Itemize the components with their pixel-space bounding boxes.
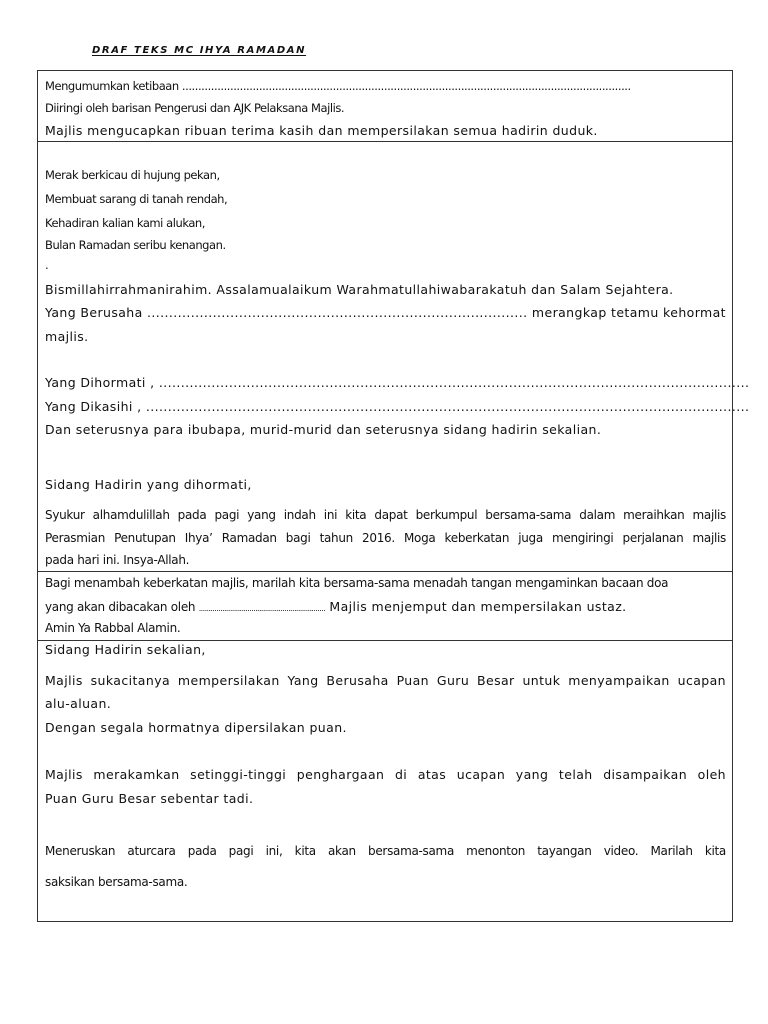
seterusnya-line: Dan seterusnya para ibubapa, murid-murid dan seterusnya sidang hadirin sekalian. bbox=[45, 422, 602, 437]
video-line-2: saksikan bersama-sama. bbox=[45, 875, 188, 889]
escort-line: Diiringi oleh barisan Pengerusi dan AJK Pelaksana Majlis. bbox=[45, 101, 345, 115]
announce-arrival-line: Mengumumkan ketibaan ............................................................................................................................................ bbox=[45, 79, 631, 93]
section-opening bbox=[37, 141, 750, 571]
amin-line: Amin Ya Rabbal Alamin. bbox=[45, 621, 181, 635]
syukur-line-3: pada hari ini. Insya-Allah. bbox=[45, 553, 190, 567]
video-line-1: Meneruskan aturcara pada pagi ini, kita akan bersama-sama menonton tayangan video. Marilah kita bbox=[45, 844, 726, 858]
doa-line-2-start: yang akan dibacakan oleh bbox=[45, 600, 199, 614]
pantun-line-3: Kehadiran kalian kami alukan, bbox=[45, 216, 205, 230]
jemput-line-1: Majlis sukacitanya mempersilakan Yang Berusaha Puan Guru Besar untuk menyampaikan ucapan bbox=[45, 673, 726, 688]
doa-line-1: Bagi menambah keberkatan majlis, marilah kita bersama-sama menadah tangan mengaminkan bacaan doa bbox=[45, 576, 669, 590]
dikasihi-line: Yang Dikasihi , .......................................................................................................................................... bbox=[45, 399, 750, 414]
pantun-line-4: Bulan Ramadan seribu kenangan. bbox=[45, 238, 226, 252]
section-doa bbox=[37, 571, 733, 641]
syukur-line-2: Perasmian Penutupan Ihya’ Ramadan bagi tahun 2016. Moga keberkatan juga mengiringi perjalanan majlis bbox=[45, 531, 726, 545]
sidang-sekalian-heading: Sidang Hadirin sekalian, bbox=[45, 642, 206, 657]
salam-line: Bismillahirrahmanirahim. Assalamualaikum Warahmatullahiwabarakatuh dan Salam Sejahtera. bbox=[45, 282, 674, 297]
hormat-line: Dengan segala hormatnya dipersilakan puan. bbox=[45, 720, 347, 735]
jemput-line-2: alu-aluan. bbox=[45, 696, 112, 711]
stray-dot: . bbox=[45, 258, 49, 272]
pantun-line-1: Merak berkicau di hujung pekan, bbox=[45, 168, 220, 182]
syukur-line-1: Syukur alhamdulillah pada pagi yang indah ini kita dapat berkumpul bersama-sama dalam meraihkan majlis bbox=[45, 508, 726, 522]
berusaha-line-1: Yang Berusaha ....................................................................................... merangkap tetamu kehormat bbox=[45, 305, 726, 320]
section-announcement bbox=[37, 70, 733, 142]
berusaha-line-2: majlis. bbox=[45, 329, 89, 344]
rakam-line-2: Puan Guru Besar sebentar tadi. bbox=[45, 791, 254, 806]
pantun-line-2: Membuat sarang di tanah rendah, bbox=[45, 192, 228, 206]
dihormati-line: Yang Dihormati , ....................................................................................................................................... bbox=[45, 375, 750, 390]
thanks-line: Majlis mengucapkan ribuan terima kasih dan mempersilakan semua hadirin duduk. bbox=[45, 123, 598, 138]
document-title: DRAF TEKS MC IHYA RAMADAN bbox=[92, 45, 307, 56]
sidang-hadirin-heading: Sidang Hadirin yang dihormati, bbox=[45, 477, 252, 492]
doa-line-2-end: Majlis menjemput dan mempersilakan ustaz. bbox=[325, 599, 627, 614]
rakam-line-1: Majlis merakamkan setinggi-tinggi penghargaan di atas ucapan yang telah disampaikan oleh bbox=[45, 767, 726, 782]
doa-line-2 bbox=[45, 599, 726, 616]
doa-reader-blank: ................................................................. bbox=[198, 604, 326, 613]
section-closing bbox=[37, 640, 733, 922]
